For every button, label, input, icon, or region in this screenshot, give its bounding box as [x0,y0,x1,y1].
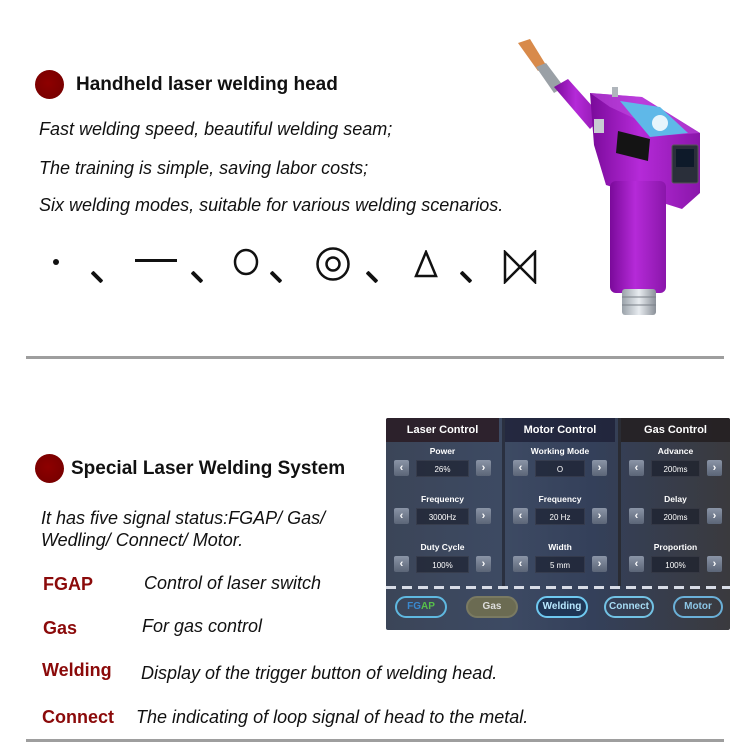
signal-status-bar [386,596,730,620]
param-value[interactable]: 100% [416,556,469,573]
separator-mark [270,271,283,284]
decrease-arrow-icon[interactable]: ‹ [513,556,528,572]
gas-control-title: Gas Control [621,418,730,442]
control-panel-screen [386,418,730,630]
signal-connect-button[interactable]: Connect [604,596,654,618]
screen-dashed-divider [386,586,730,589]
param-label: Frequency [538,494,582,504]
signal-fgap-label-b: AP [420,601,435,612]
param-value[interactable]: O [535,460,585,477]
signal-welding-button[interactable]: Welding [536,596,588,618]
decrease-arrow-icon[interactable]: ‹ [394,556,409,572]
param-working-mode [505,442,615,490]
param-label: Working Mode [530,446,590,456]
term-gas: Gas [43,618,78,638]
motor-control-title: Motor Control [505,418,615,442]
intro-line-1: It has five signal status:FGAP/ Gas/ [41,508,326,528]
param-label: Duty Cycle [420,542,465,552]
section-divider-top [26,356,724,359]
section1-heading: Handheld laser welding head [76,74,338,95]
proportion-stepper [629,556,722,573]
param-label: Power [429,446,456,456]
welding-head-image [510,35,720,320]
decrease-arrow-icon[interactable]: ‹ [513,460,528,476]
increase-arrow-icon[interactable]: › [476,556,491,572]
decrease-arrow-icon[interactable]: ‹ [394,460,409,476]
decrease-arrow-icon[interactable]: ‹ [629,508,644,524]
duty-cycle-stepper [394,556,491,573]
param-label: Width [548,542,572,552]
term-fgap: FGAP [43,574,94,594]
param-width [505,538,615,586]
param-value[interactable]: 200ms [651,460,700,477]
param-motor-frequency [505,490,615,538]
param-power [386,442,499,490]
feature-line-2: The training is simple, saving labor costs; [39,158,369,178]
advance-stepper [629,460,722,477]
width-stepper [513,556,607,573]
increase-arrow-icon[interactable]: › [707,508,722,524]
param-label: Frequency [421,494,464,504]
param-value[interactable]: 26% [416,460,469,477]
increase-arrow-icon[interactable]: › [476,508,491,524]
section-bullet-icon [35,70,64,99]
separator-mark [191,271,204,284]
increase-arrow-icon[interactable]: › [707,460,722,476]
term-gas-desc: For gas control [142,616,263,636]
signal-motor-button[interactable]: Motor [673,596,723,618]
separator-mark [366,271,379,284]
motor-control-column [502,418,615,586]
param-value[interactable]: 200ms [651,508,700,525]
signal-fgap-label-a: FG [407,601,421,612]
triangle-icon [414,250,438,278]
decrease-arrow-icon[interactable]: ‹ [629,556,644,572]
working-mode-stepper [513,460,607,477]
separator-mark [460,271,473,284]
delay-stepper [629,508,722,525]
increase-arrow-icon[interactable]: › [592,508,607,524]
param-advance [621,442,730,490]
term-connect-desc: The indicating of loop signal of head to the metal. [136,707,529,727]
param-label: Advance [657,446,694,456]
section2-heading: Special Laser Welding System [71,458,346,479]
laser-control-title: Laser Control [386,418,499,442]
param-value[interactable]: 5 mm [535,556,585,573]
gas-control-column [618,418,730,586]
frequency-stepper [394,508,491,525]
power-stepper [394,460,491,477]
line-icon [135,258,177,264]
circle-icon [233,248,259,276]
feature-line-3: Six welding modes, suitable for various welding scenarios. [39,195,504,215]
param-value[interactable]: 3000Hz [416,508,469,525]
signal-gas-button[interactable]: Gas [466,596,518,618]
param-duty-cycle [386,538,499,586]
laser-control-column [386,418,499,586]
section-divider-bottom [26,739,724,742]
param-value[interactable]: 20 Hz [535,508,585,525]
term-fgap-desc: Control of laser switch [144,573,322,593]
increase-arrow-icon[interactable]: › [707,556,722,572]
signal-fgap-button[interactable] [395,596,447,618]
term-welding: Welding [42,660,112,680]
term-connect: Connect [42,707,114,727]
feature-line-1: Fast welding speed, beautiful welding seam; [39,119,393,139]
double-circle-icon [315,246,351,282]
decrease-arrow-icon[interactable]: ‹ [629,460,644,476]
section-bullet-icon [35,454,64,483]
intro-line-2: Wedling/ Connect/ Motor. [41,530,244,550]
param-frequency [386,490,499,538]
param-label: Proportion [653,542,698,552]
motor-frequency-stepper [513,508,607,525]
decrease-arrow-icon[interactable]: ‹ [513,508,528,524]
increase-arrow-icon[interactable]: › [592,556,607,572]
param-proportion [621,538,730,586]
param-value[interactable]: 100% [651,556,700,573]
decrease-arrow-icon[interactable]: ‹ [394,508,409,524]
param-delay [621,490,730,538]
increase-arrow-icon[interactable]: › [592,460,607,476]
param-label: Delay [664,494,687,504]
increase-arrow-icon[interactable]: › [476,460,491,476]
dot-icon [52,258,60,266]
separator-mark [91,271,104,284]
term-welding-desc: Display of the trigger button of welding head. [141,663,498,683]
welding-modes-row [40,248,560,288]
